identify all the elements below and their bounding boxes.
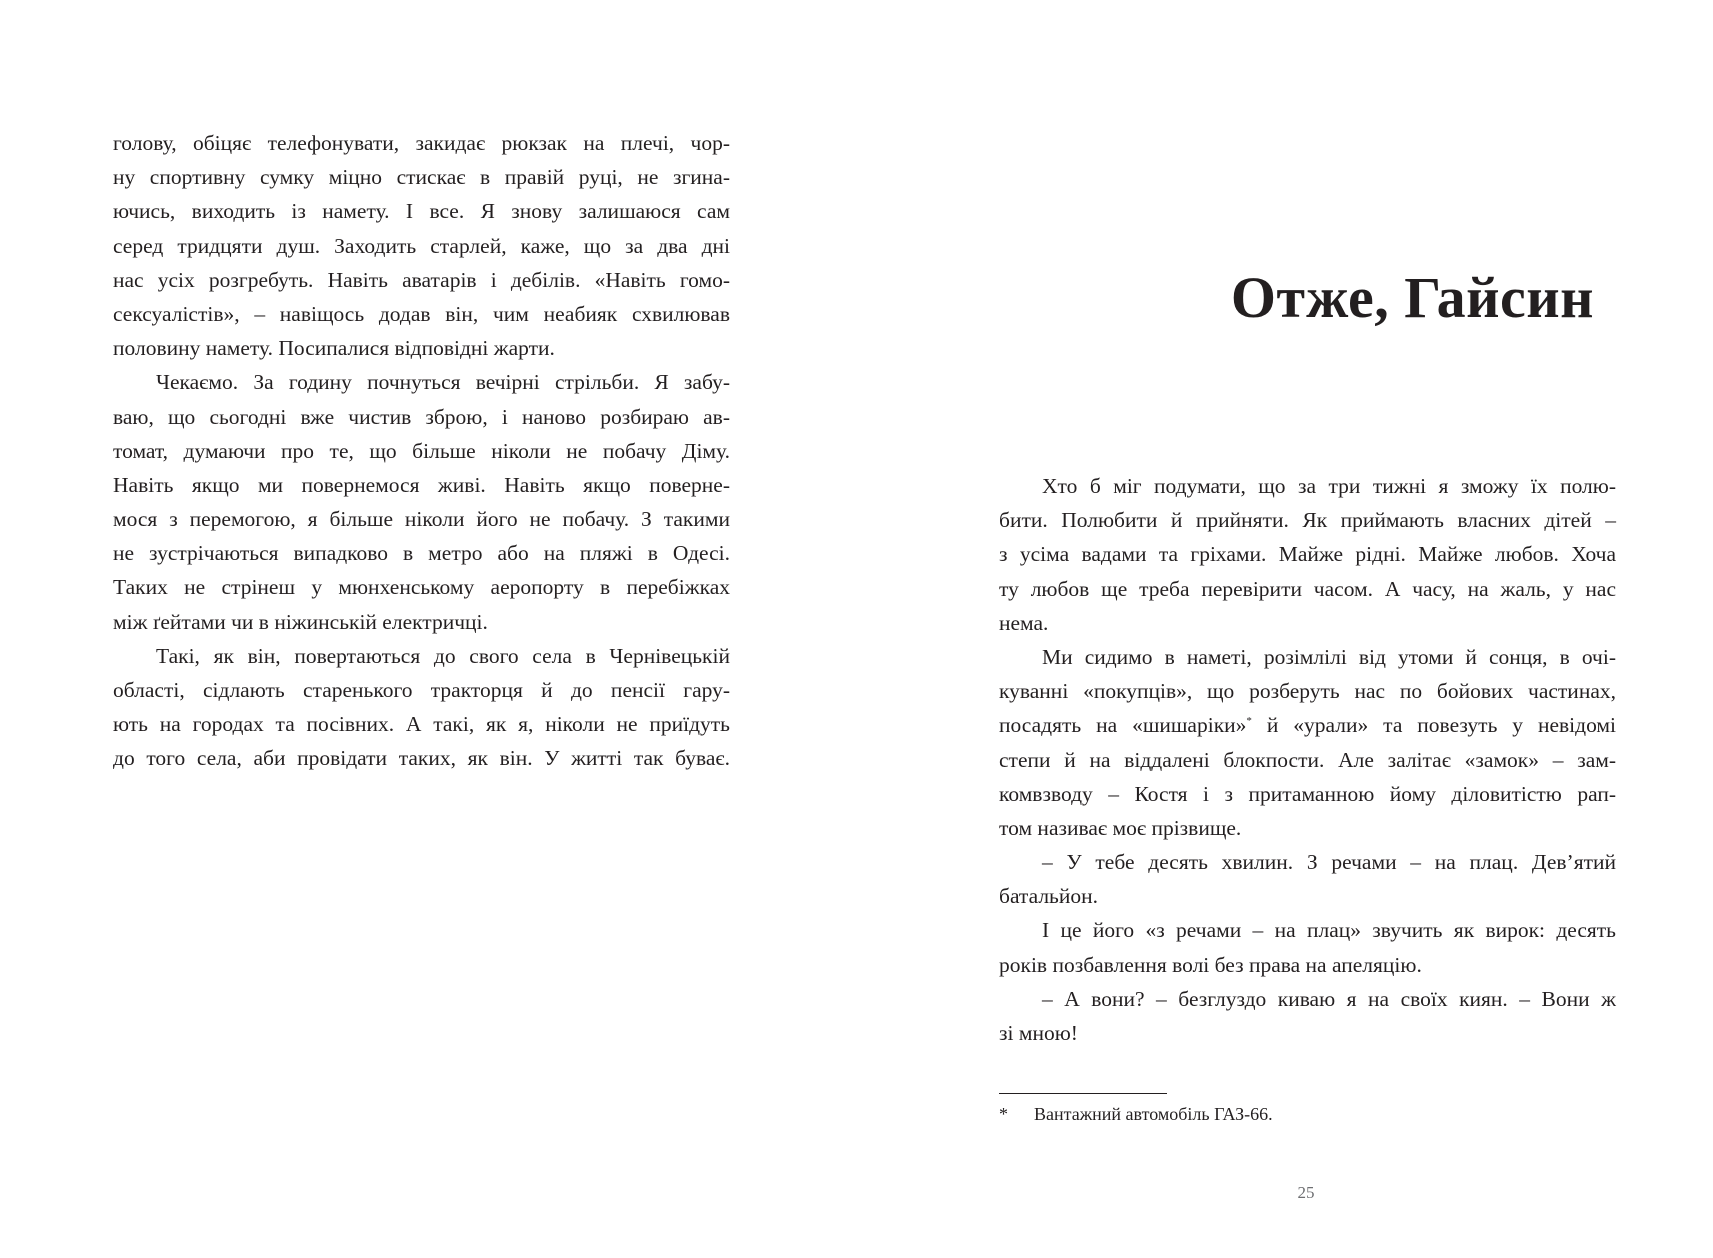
page-number: 25	[1297, 1183, 1315, 1202]
left-page-text	[113, 126, 730, 776]
text-line: ючись, виходить із намету. І все. Я знову залишаюся сам	[113, 199, 730, 224]
text-line: сексуалістів», – навіщось додав він, чим неабияк схвилював	[113, 301, 730, 326]
text-line: бити. Полюбити й прийняти. Як приймають власних дітей –	[999, 508, 1616, 533]
footnote-mark: *	[999, 1104, 1008, 1124]
text-line: Ми сидимо в наметі, розімлілі від утоми й сонця, в очі-	[1042, 644, 1616, 669]
text-line: батальйон.	[999, 884, 1098, 909]
text-line: до того села, аби провідати таких, як він. У житті так буває.	[113, 746, 730, 771]
text-line: з усіма вадами та гріхами. Майже рідні. Майже любов. Хоча	[999, 542, 1616, 567]
text-line: серед тридцяти душ. Заходить старлей, каже, що за два дні	[113, 233, 730, 258]
text-line: – У тебе десять хвилин. З речами – на плац. Дев’ятий	[1042, 850, 1616, 875]
text-line: зі мною!	[999, 1021, 1078, 1045]
text-line: між ґейтами чи в ніжинській електричці.	[113, 609, 488, 634]
right-page	[856, 0, 1713, 1258]
text-line: ну спортивну сумку міцно стискає в правій руці, не згина-	[113, 165, 730, 190]
text-line: Хто б міг подумати, що за три тижні я зможу їх полю-	[1042, 474, 1616, 498]
text-line: Такі, як він, повертаються до свого села в Чернівецькій	[156, 643, 730, 668]
text-line: куванні «покупців», що розберуть нас по бойових частинах,	[999, 679, 1616, 704]
text-line: Таких не стрінеш у мюнхенському аеропорту в перебіжках	[113, 575, 730, 600]
text-line: томат, думаючи про те, що більше ніколи не побачу Діму.	[113, 438, 730, 463]
text-fragment: посадять на «шишаріки»	[999, 713, 1247, 738]
text-line: ваю, що сьогодні вже чистив зброю, і наново розбираю ав-	[113, 404, 730, 429]
text-line: половину намету. Посипалися відповідні жарти.	[113, 336, 555, 361]
text-line: голову, обіцяє телефонувати, закидає рюкзак на плечі, чор-	[113, 131, 730, 155]
text-line: Навіть якщо ми повернемося живі. Навіть якщо поверне-	[113, 472, 730, 497]
left-page	[0, 0, 856, 1258]
text-line: області, сідлають старенького тракторця й до пенсії гару-	[113, 678, 730, 702]
text-line-with-footnote	[999, 708, 1616, 742]
text-line: том називає моє прізвище.	[999, 815, 1242, 840]
text-line: І це його «з речами – на плац» звучить як вирок: десять	[1042, 918, 1616, 943]
text-line: – А вони? – безглуздо киваю я на своїх киян. – Вони ж	[1042, 986, 1616, 1011]
text-line: ту любов ще треба перевірити часом. А часу, на жаль, у нас	[999, 576, 1616, 601]
footnote-text: Вантажний автомобіль ГАЗ-66.	[1034, 1104, 1273, 1124]
text-line: Чекаємо. За годину почнуться вечірні стрільби. Я забу-	[156, 370, 730, 395]
text-line: нас усіх розгребуть. Навіть аватарів і дебілів. «Навіть гомо-	[113, 267, 730, 292]
text-line: нема.	[999, 610, 1049, 635]
footnote-ref-mark[interactable]: *	[1246, 715, 1252, 728]
footnote-divider	[999, 1093, 1167, 1094]
text-line: ють на городах та посівних. А такі, як я, ніколи не приїдуть	[113, 712, 730, 737]
chapter-title: Отже, Гайсин	[1230, 265, 1595, 330]
text-fragment: й «урали» та повезуть у невідомі	[1266, 713, 1616, 738]
text-line: степи й на віддалені блокпости. Але залітає «замок» – зам-	[999, 747, 1616, 772]
footnote	[999, 1101, 1273, 1127]
text-line: не зустрічаються випадково в метро або на пляжі в Одесі.	[113, 541, 730, 566]
text-line: років позбавлення волі без права на апеляцію.	[999, 952, 1422, 977]
text-line: мося з перемогою, я більше ніколи його не побачу. З такими	[113, 507, 730, 532]
right-page-text	[999, 469, 1616, 1050]
text-line: комвзводу – Костя і з притаманною йому діловитістю рап-	[999, 781, 1616, 806]
